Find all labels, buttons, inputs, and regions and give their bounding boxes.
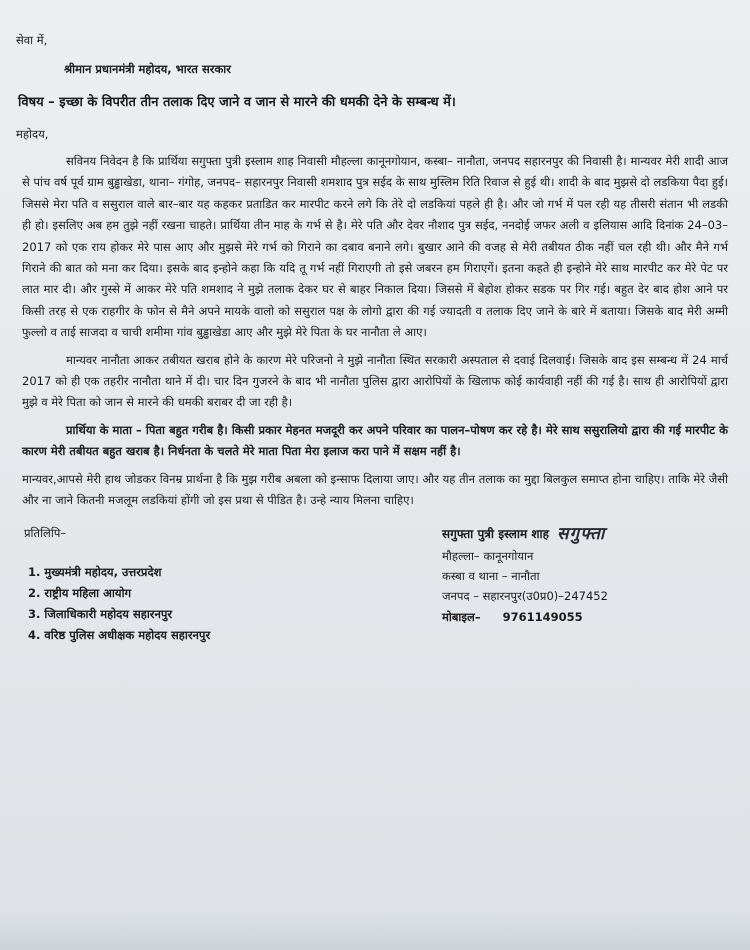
sender-block (442, 522, 742, 628)
salutation: सेवा में, (16, 33, 48, 47)
cc-item: 4. वरिष्ठ पुलिस अधीक्षक महोदय सहारनपुर (28, 627, 211, 642)
sender-address-line: कस्बा व थाना – नानौता (442, 568, 540, 583)
mobile-number: 9761149055 (502, 609, 583, 624)
body-paragraph-2: मान्यवर नानौता आकर तबीयत खराब होने के कारण मेरे परिजनो ने मुझे नानौता स्थित सरकारी अस्पताल से दवाई दिलवाई। जिसके बाद इस सम्बन्ध में 24 मार्च 2017 को ही एक तहरीर नानौता थाने में दी। चार दिन गुजरने के बाद भी नानौता पुलिस द्वारा आरोपियों के खिलाफ कोई कार्यवाही नहीं की गई है। साथ ही आरोपियों द्वारा मुझे व मेरे पिता को जान से मारने की धमकी बराबर दी जा रही है। (22, 352, 728, 410)
sender-mobile (442, 606, 742, 628)
letter-footer (22, 522, 728, 672)
greeting: महोदय, (16, 127, 49, 141)
handwritten-signature: सगुफ्ता (557, 523, 606, 544)
body-paragraph-4: मान्यवर,आपसे मेरी हाथ जोडकर विनम्र प्रार्थना है कि मुझ गरीब अबला को इन्साफ दिलाया जाए। और यह तीन तलाक का मुद्दा बिलकुल समाप्त होना चाहिए। ताकि मेरे जैसी और ना जाने कितनी मजलूम लडकियां होंगी जो इस प्रथा से पीडित है। उन्हे न्याय मिलना चाहिए। (22, 471, 728, 508)
cc-item: 3. जिलाधिकारी महोदय सहारनपुर (28, 606, 173, 621)
recipient: श्रीमान प्रधानमंत्री महोदय, भारत सरकार (64, 62, 231, 76)
cc-item: 1. मुख्यमंत्री महोदय, उत्तरप्रदेश (28, 564, 162, 579)
sender-address-line: मौहल्ला– कानूनगोयान (442, 548, 534, 563)
cc-title: प्रतिलिपि– (24, 525, 67, 540)
sender-address-line: जनपद – सहारनपुर(उ0प्र0)–247452 (442, 588, 608, 603)
cc-list (28, 562, 210, 646)
body-paragraph-3: प्रार्थिया के माता – पिता बहुत गरीब है। किसी प्रकार मेहनत मजदूरी कर अपने परिवार का पालन–पोषण कर रहे है। मेरे साथ ससुरालियो द्वारा की गई मारपीट के कारण मेरी तबीयत बहुत खराब है। निर्धनता के चलते मेरे माता पिता मेरा इलाज करा पाने में सक्षम नहीं है। (22, 422, 728, 459)
sender-name-row (442, 522, 742, 546)
body-paragraph-1: सविनय निवेदन है कि प्रार्थिया सगुफ्ता पुत्री इस्लाम शाह निवासी मौहल्ला कानूनगोयान, कस्बा– नानौता, जनपद सहारनपुर की निवासी है। मान्यवर मेरी शादी आज से पांच वर्ष पूर्व ग्राम बुड्ढाखेडा, थाना– गंगोह, जनपद– सहारनपुर निवासी शमशाद पुत्र सईद के साथ मुस्लिम रिति रिवाज से हुई थी। शादी के बाद मुझसे दो लडकिया पैदा हुई। जिससे मेरा पति व ससुराल वाले बार–बार यह कहकर प्रताडित कर मारपीट करने लगे कि तेरे दो लडकियां पहले ही है। और जो गर्भ में पल रही यह तीसरी संतान भी लडकी ही हो। इसलिए अब हम तुझे नहीं रखना चाहते। प्रार्थिया तीन माह के गर्भ से है। मेरे पति और देवर नौशाद पुत्र सईद, ननदोई जफर अली व इलियास आदि दिनांक 24–03–2017 को एक राय होकर मेरे पास आए और मुझसे मेरे गर्भ को गिराने का दबाव बनाने लगे। बुखार आने की वजह से मेरी तबीयत ठीक नहीं चल रही थी। और मैने गर्भ गिराने की बात को मना कर दिया। इसके बाद इन्होने कहा कि यदि तू गर्भ नहीं गिराएगी तो इसे जबरन हम गिराएगें। इतना कहते ही इन्होने मेरे साथ मारपीट कर मेरे पेट पर लात मार दी। और गुस्से में आकर मेरे पति शमशाद ने मुझे तलाक देकर घर से बाहर निकाल दिया। जिससे में बेहोश होकर सडक पर गिर गई। बहुत देर बाद होश आने पर किसी तरह से एक राहगीर के फोन से मैने अपने मायके वालो को ससुराल पक्ष के लोगो द्वारा की गई ज्यादती व तलाक दिए जाने के बारे में बताया। जिसके बाद मेरी अम्मी फुल्लो व ताई साजदा व चाची शमीमा गांव बुड्ढाखेडा आए और मुझे मेरे पिता के घर नानौता ले आए। (22, 154, 728, 340)
mobile-label: मोबाइल– (442, 609, 481, 624)
page-shadow (0, 910, 750, 950)
sender-name: सगुफ्ता पुत्री इस्लाम शाह (442, 526, 549, 541)
cc-item: 2. राष्ट्रीय महिला आयोग (28, 585, 132, 600)
subject-line: विषय – इच्छा के विपरीत तीन तलाक दिए जाने व जान से मारने की धमकी देने के सम्बन्ध में। (18, 95, 456, 110)
